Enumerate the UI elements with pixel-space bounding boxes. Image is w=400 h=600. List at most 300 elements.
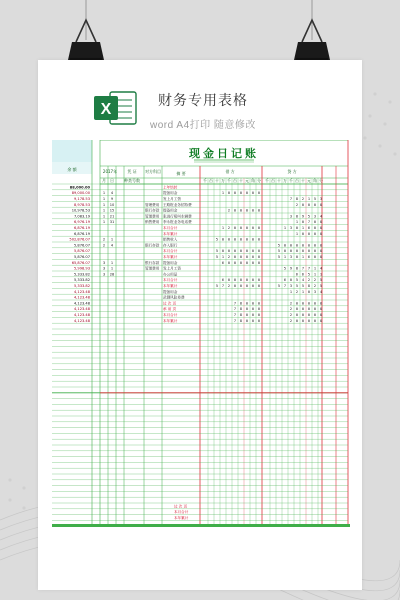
row-summary: 王路报业务招待费 bbox=[163, 202, 192, 207]
row-summary: 提备用金 bbox=[163, 289, 178, 294]
balance-value: 89,000.00 bbox=[71, 191, 90, 196]
row-summary: 上年结转 bbox=[163, 185, 178, 190]
credit-digit: 0 bbox=[319, 231, 323, 236]
debit-digit-unit: 百 bbox=[209, 178, 213, 183]
row-counter-account: 银行存款 bbox=[145, 260, 160, 265]
row-month: 1 bbox=[102, 197, 106, 201]
credit-digit-unit: 元 bbox=[307, 178, 311, 183]
balance-value: 5,333.82 bbox=[73, 284, 90, 288]
credit-digit: 1 bbox=[319, 272, 323, 277]
credit-digit: 5 bbox=[319, 284, 323, 288]
row-day: 1 bbox=[110, 260, 114, 265]
credit-digit: 6 bbox=[307, 226, 311, 230]
row-month: 3 bbox=[102, 272, 106, 277]
debit-digit: 6 bbox=[221, 278, 225, 283]
debit-digit: 0 bbox=[245, 318, 249, 323]
row-summary: 提备用金 bbox=[163, 191, 178, 196]
credit-digit: 0 bbox=[289, 243, 293, 248]
credit-digit: 0 bbox=[313, 301, 317, 306]
credit-digit: 3 bbox=[313, 289, 317, 294]
debit-digit: 0 bbox=[245, 260, 249, 265]
credit-digit: 7 bbox=[307, 266, 311, 271]
row-summary: 存入银行 bbox=[163, 243, 178, 248]
credit-digit: 0 bbox=[307, 307, 311, 312]
debit-digit: 0 bbox=[251, 249, 255, 254]
row-summary: 本月合计 bbox=[163, 313, 178, 317]
voucher-header: 凭 证 bbox=[127, 169, 137, 174]
row-month: 3 bbox=[102, 260, 106, 265]
debit-digit: 7 bbox=[233, 313, 237, 317]
credit-digit: 9 bbox=[301, 214, 305, 219]
debit-digit: 0 bbox=[251, 318, 255, 323]
debit-digit: 5 bbox=[215, 284, 219, 288]
row-summary: 发上月工资 bbox=[163, 197, 181, 201]
debit-digit: 0 bbox=[257, 318, 261, 323]
debit-digit: 2 bbox=[227, 255, 231, 259]
credit-digit: 0 bbox=[289, 278, 293, 283]
debit-digit: 0 bbox=[251, 208, 255, 213]
balance-value: 65,876.07 bbox=[71, 260, 90, 265]
credit-digit-unit: 千 bbox=[265, 178, 269, 183]
footer-summary: 过 次 页 bbox=[174, 504, 188, 509]
row-summary: 过 次 页 bbox=[163, 301, 177, 306]
document-title: 财务专用表格 bbox=[158, 92, 248, 108]
debit-digit: 0 bbox=[227, 249, 231, 254]
debit-digit: 0 bbox=[233, 284, 237, 288]
credit-digit: 5 bbox=[301, 284, 305, 288]
balance-value: 502,876.07 bbox=[69, 237, 90, 242]
balance-value: 5,333.82 bbox=[73, 278, 90, 283]
debit-digit: 0 bbox=[239, 249, 243, 254]
debit-digit-unit: 千 bbox=[203, 178, 207, 183]
debit-digit: 0 bbox=[239, 260, 243, 265]
debit-digit: 0 bbox=[245, 301, 249, 306]
debit-digit: 0 bbox=[257, 284, 261, 288]
credit-digit: 8 bbox=[295, 197, 299, 201]
debit-digit: 0 bbox=[245, 249, 249, 254]
debit-digit: 0 bbox=[239, 237, 243, 242]
credit-digit: 0 bbox=[301, 220, 305, 225]
credit-digit: 0 bbox=[307, 231, 311, 236]
card-header bbox=[38, 60, 362, 138]
credit-digit: 0 bbox=[307, 249, 311, 254]
credit-digit-unit: 十 bbox=[301, 178, 305, 183]
credit-digit: 0 bbox=[319, 301, 323, 306]
balance-value: 6,876.19 bbox=[73, 231, 90, 236]
credit-digit-unit: 百 bbox=[271, 178, 275, 183]
balance-value: 8,978.53 bbox=[73, 202, 90, 207]
balance-value: 5,876.07 bbox=[73, 243, 90, 248]
document-card bbox=[38, 60, 362, 590]
summary-header: 摘 要 bbox=[176, 171, 186, 176]
balance-header: 余 额 bbox=[67, 167, 77, 172]
debit-digit: 0 bbox=[233, 237, 237, 242]
row-counter-account: 管理费用 bbox=[145, 266, 160, 271]
balance-value: 4,123.48 bbox=[73, 307, 90, 312]
row-summary: 本月合计 bbox=[163, 226, 178, 230]
credit-digit: 0 bbox=[319, 243, 323, 248]
credit-digit: 0 bbox=[307, 313, 311, 317]
debit-digit: 0 bbox=[245, 278, 249, 283]
debit-digit: 0 bbox=[251, 191, 255, 196]
excel-letter: X bbox=[100, 101, 112, 118]
credit-digit: 3 bbox=[289, 284, 293, 288]
credit-digit: 8 bbox=[295, 214, 299, 219]
credit-digit: 2 bbox=[295, 202, 299, 207]
credit-digit: 7 bbox=[289, 197, 293, 201]
credit-digit: 2 bbox=[313, 284, 317, 288]
credit-digit: 0 bbox=[313, 255, 317, 259]
row-day: 31 bbox=[109, 220, 115, 225]
debit-digit: 0 bbox=[239, 191, 243, 196]
credit-digit: 0 bbox=[301, 318, 305, 323]
excel-app-icon bbox=[92, 90, 138, 126]
debit-digit: 0 bbox=[239, 226, 243, 230]
debit-digit-unit: 十 bbox=[239, 178, 243, 183]
debit-digit: 0 bbox=[245, 255, 249, 259]
credit-digit: 3 bbox=[319, 197, 323, 201]
row-summary: 提备用金 bbox=[163, 260, 178, 265]
balance-value: 5,876.07 bbox=[73, 249, 90, 254]
debit-digit: 0 bbox=[257, 313, 261, 317]
row-summary: 提备用金 bbox=[163, 208, 178, 213]
credit-digit: 4 bbox=[301, 278, 305, 283]
counter-account-header: 对方科目 bbox=[145, 169, 161, 174]
credit-digit: 0 bbox=[301, 249, 305, 254]
credit-digit-unit: 百 bbox=[295, 178, 299, 183]
debit-digit: 0 bbox=[233, 260, 237, 265]
debit-digit: 0 bbox=[227, 237, 231, 242]
row-summary: 李永报业务电话费 bbox=[163, 220, 192, 225]
credit-digit: 0 bbox=[295, 243, 299, 248]
credit-digit: 1 bbox=[301, 255, 305, 259]
day-label: 日 bbox=[110, 178, 114, 183]
debit-header: 借 方 bbox=[225, 169, 235, 174]
credit-digit-unit: 分 bbox=[319, 178, 323, 183]
debit-digit: 2 bbox=[227, 284, 231, 288]
debit-digit: 0 bbox=[245, 284, 249, 288]
debit-digit: 0 bbox=[251, 307, 255, 312]
credit-digit: 0 bbox=[301, 231, 305, 236]
row-counter-account: 管理费用 bbox=[145, 214, 160, 219]
row-counter-account: 银行存款 bbox=[145, 208, 160, 213]
row-day: 10 bbox=[109, 202, 115, 207]
debit-digit-unit: 角 bbox=[251, 178, 255, 183]
debit-digit: 0 bbox=[245, 191, 249, 196]
debit-digit: 0 bbox=[251, 237, 255, 242]
credit-digit: 0 bbox=[319, 313, 323, 317]
credit-digit-unit: 万 bbox=[283, 178, 287, 183]
credit-digit: 2 bbox=[289, 307, 293, 312]
credit-digit: 9 bbox=[289, 266, 293, 271]
debit-digit: 0 bbox=[227, 278, 231, 283]
debit-digit: 7 bbox=[233, 318, 237, 323]
debit-digit: 8 bbox=[239, 307, 243, 312]
debit-digit: 0 bbox=[233, 255, 237, 259]
balance-value: 88,000.00 bbox=[69, 185, 90, 190]
credit-digit: 5 bbox=[313, 197, 317, 201]
row-day: 1 bbox=[110, 266, 114, 271]
debit-digit: 0 bbox=[257, 301, 261, 306]
balance-value: 5,998.93 bbox=[73, 266, 90, 271]
debit-digit: 6 bbox=[221, 260, 225, 265]
credit-digit: 0 bbox=[307, 202, 311, 207]
debit-digit: 0 bbox=[257, 226, 261, 230]
credit-digit: 5 bbox=[277, 284, 281, 288]
credit-digit: 0 bbox=[313, 249, 317, 254]
credit-digit: 0 bbox=[301, 307, 305, 312]
credit-digit: 0 bbox=[313, 318, 317, 323]
debit-digit: 0 bbox=[257, 260, 261, 265]
credit-digit: 4 bbox=[319, 214, 323, 219]
credit-digit: 0 bbox=[295, 307, 299, 312]
row-summary: 本年累计 bbox=[163, 284, 178, 288]
credit-digit: 0 bbox=[301, 243, 305, 248]
debit-digit: 5 bbox=[215, 249, 219, 254]
credit-digit: 0 bbox=[289, 249, 293, 254]
row-month: 1 bbox=[102, 220, 106, 225]
credit-digit: 0 bbox=[307, 318, 311, 323]
credit-digit: 5 bbox=[319, 278, 323, 283]
credit-digit: 1 bbox=[301, 289, 305, 294]
row-summary: 销售收入 bbox=[163, 237, 178, 242]
balance-value: 9,178.53 bbox=[73, 197, 90, 201]
credit-digit: 0 bbox=[307, 289, 311, 294]
row-day: 28 bbox=[109, 272, 115, 277]
debit-digit: 7 bbox=[233, 307, 237, 312]
credit-digit: 5 bbox=[295, 278, 299, 283]
credit-digit: 2 bbox=[289, 313, 293, 317]
credit-digit: 5 bbox=[307, 214, 311, 219]
credit-digit: 1 bbox=[295, 231, 299, 236]
debit-digit: 0 bbox=[257, 278, 261, 283]
debit-digit: 5 bbox=[215, 255, 219, 259]
credit-digit: 5 bbox=[295, 284, 299, 288]
credit-digit: 8 bbox=[307, 284, 311, 288]
credit-digit: 0 bbox=[307, 243, 311, 248]
credit-digit: 0 bbox=[319, 318, 323, 323]
ledger-sheet bbox=[52, 140, 350, 526]
sheet-footer-bar bbox=[52, 524, 350, 527]
row-month: 1 bbox=[102, 202, 106, 207]
credit-digit: 0 bbox=[319, 249, 323, 254]
debit-digit: 0 bbox=[251, 255, 255, 259]
credit-digit: 0 bbox=[295, 226, 299, 230]
debit-digit: 0 bbox=[233, 191, 237, 196]
debit-digit-unit: 万 bbox=[221, 178, 225, 183]
row-month: 1 bbox=[102, 214, 106, 219]
balance-value: 7,083.19 bbox=[73, 214, 90, 219]
row-month: 1 bbox=[102, 208, 106, 213]
balance-value: 4,123.48 bbox=[73, 301, 90, 306]
ledger-title: 现金日记账 bbox=[189, 147, 259, 160]
debit-digit: 0 bbox=[257, 191, 261, 196]
row-day: 21 bbox=[109, 214, 115, 219]
cash-journal-ledger bbox=[52, 140, 350, 526]
balance-value: 6,876.19 bbox=[73, 226, 90, 230]
debit-digit: 0 bbox=[233, 226, 237, 230]
credit-digit: 0 bbox=[313, 220, 317, 225]
credit-digit: 4 bbox=[319, 289, 323, 294]
credit-digit: 3 bbox=[289, 214, 293, 219]
credit-digit: 0 bbox=[313, 231, 317, 236]
credit-digit: 5 bbox=[277, 255, 281, 259]
row-summary: 承 前 页 bbox=[163, 307, 177, 312]
credit-digit: 0 bbox=[301, 313, 305, 317]
credit-digit-unit: 十 bbox=[277, 178, 281, 183]
credit-digit: 0 bbox=[295, 318, 299, 323]
credit-digit: 7 bbox=[283, 284, 287, 288]
row-day: 9 bbox=[110, 197, 114, 201]
footer-summary: 本月合计 bbox=[174, 510, 189, 515]
credit-digit: 1 bbox=[307, 197, 311, 201]
month-label: 月 bbox=[102, 178, 106, 183]
debit-digit: 0 bbox=[257, 249, 261, 254]
credit-digit: 6 bbox=[301, 272, 305, 277]
debit-digit-unit: 元 bbox=[245, 178, 249, 183]
balance-value: 5,333.82 bbox=[73, 272, 90, 277]
row-summary: 本年累计 bbox=[163, 318, 178, 323]
row-day: 4 bbox=[110, 243, 114, 248]
debit-digit: 0 bbox=[233, 278, 237, 283]
row-month: 2 bbox=[102, 243, 106, 248]
credit-digit: 0 bbox=[319, 307, 323, 312]
row-counter-account: 管理费用 bbox=[145, 202, 160, 207]
credit-digit: 1 bbox=[301, 226, 305, 230]
row-summary: 本月合计 bbox=[163, 278, 178, 283]
debit-digit: 8 bbox=[239, 313, 243, 317]
row-day: 15 bbox=[109, 208, 115, 213]
credit-digit: 0 bbox=[295, 255, 299, 259]
credit-digit-unit: 角 bbox=[313, 178, 317, 183]
debit-digit-unit: 千 bbox=[227, 178, 231, 183]
credit-digit: 3 bbox=[289, 255, 293, 259]
debit-digit: 0 bbox=[251, 284, 255, 288]
credit-digit: 1 bbox=[283, 255, 287, 259]
credit-digit: 1 bbox=[313, 272, 317, 277]
credit-header: 贷 方 bbox=[287, 169, 297, 174]
row-counter-account: 销售费用 bbox=[145, 220, 160, 225]
debit-digit-unit: 十 bbox=[215, 178, 219, 183]
debit-digit: 1 bbox=[221, 191, 225, 196]
row-day: 4 bbox=[110, 191, 114, 196]
debit-digit: 0 bbox=[245, 307, 249, 312]
credit-digit: 0 bbox=[319, 226, 323, 230]
row-month: 2 bbox=[102, 237, 106, 242]
row-summary: 本年累计 bbox=[163, 231, 178, 236]
voucher-type-label: 种类号数 bbox=[124, 178, 140, 183]
credit-digit: 0 bbox=[313, 313, 317, 317]
debit-digit: 0 bbox=[251, 313, 255, 317]
credit-digit: 1 bbox=[289, 289, 293, 294]
debit-digit-unit: 百 bbox=[233, 178, 237, 183]
balance-header-band bbox=[52, 140, 92, 162]
debit-digit: 0 bbox=[233, 208, 237, 213]
debit-digit: 0 bbox=[257, 307, 261, 312]
credit-digit: 8 bbox=[295, 266, 299, 271]
row-month: 1 bbox=[102, 191, 106, 196]
debit-digit: 0 bbox=[239, 255, 243, 259]
balance-value: 6,976.19 bbox=[73, 220, 90, 225]
row-summary: 武钢风险差费 bbox=[163, 295, 185, 300]
credit-digit: 5 bbox=[307, 272, 311, 277]
debit-digit: 1 bbox=[221, 255, 225, 259]
debit-digit: 0 bbox=[251, 301, 255, 306]
debit-digit: 0 bbox=[221, 249, 225, 254]
credit-digit: 7 bbox=[301, 266, 305, 271]
credit-digit: 0 bbox=[313, 307, 317, 312]
debit-digit: 1 bbox=[221, 226, 225, 230]
credit-digit: 0 bbox=[319, 202, 323, 207]
debit-digit: 0 bbox=[227, 260, 231, 265]
year-header: 2017年 bbox=[102, 169, 118, 174]
credit-digit: 0 bbox=[283, 243, 287, 248]
row-day: 1 bbox=[110, 237, 114, 242]
debit-digit: 0 bbox=[245, 208, 249, 213]
debit-digit: 0 bbox=[221, 237, 225, 242]
debit-digit: 8 bbox=[239, 318, 243, 323]
credit-digit: 5 bbox=[283, 266, 287, 271]
credit-digit-unit: 千 bbox=[289, 178, 293, 183]
credit-digit: 3 bbox=[289, 226, 293, 230]
balance-value: 4,123.48 bbox=[73, 289, 90, 294]
credit-digit: 0 bbox=[319, 220, 323, 225]
credit-digit: 6 bbox=[283, 278, 287, 283]
balance-value: 4,123.48 bbox=[73, 318, 90, 323]
debit-digit: 0 bbox=[251, 226, 255, 230]
document-subtitle: word A4打印 随意修改 bbox=[150, 120, 256, 131]
credit-digit: 2 bbox=[295, 289, 299, 294]
debit-digit: 5 bbox=[215, 237, 219, 242]
debit-digit: 0 bbox=[251, 278, 255, 283]
debit-digit: 7 bbox=[233, 301, 237, 306]
debit-digit: 0 bbox=[245, 237, 249, 242]
credit-digit: 0 bbox=[301, 202, 305, 207]
debit-digit: 0 bbox=[251, 260, 255, 265]
row-counter-account: 银行存款 bbox=[145, 243, 160, 248]
debit-digit: 0 bbox=[245, 313, 249, 317]
debit-digit: 0 bbox=[227, 191, 231, 196]
credit-digit: 0 bbox=[295, 249, 299, 254]
credit-digit: 4 bbox=[319, 266, 323, 271]
row-summary: 发上月工资 bbox=[163, 266, 181, 271]
credit-digit: 1 bbox=[295, 220, 299, 225]
credit-digit: 6 bbox=[307, 255, 311, 259]
credit-digit: 1 bbox=[313, 266, 317, 271]
debit-digit: 0 bbox=[257, 237, 261, 242]
row-month: 3 bbox=[102, 266, 106, 271]
debit-digit: 8 bbox=[239, 301, 243, 306]
debit-digit: 0 bbox=[233, 249, 237, 254]
debit-digit: 2 bbox=[227, 208, 231, 213]
credit-digit: 2 bbox=[289, 301, 293, 306]
row-summary: 本年累计 bbox=[163, 255, 178, 259]
credit-digit: 2 bbox=[313, 278, 317, 283]
footer-summary: 本年累计 bbox=[174, 516, 189, 520]
credit-digit: 0 bbox=[313, 226, 317, 230]
debit-digit: 0 bbox=[239, 208, 243, 213]
credit-digit: 0 bbox=[295, 301, 299, 306]
debit-digit: 0 bbox=[239, 278, 243, 283]
balance-value: 4,123.48 bbox=[73, 295, 90, 300]
credit-digit: 5 bbox=[277, 243, 281, 248]
debit-digit: 0 bbox=[239, 284, 243, 288]
debit-digit: 7 bbox=[221, 284, 225, 288]
row-summary: 办公用品 bbox=[163, 272, 178, 277]
balance-value: 4,123.48 bbox=[73, 313, 90, 317]
credit-digit: 0 bbox=[301, 301, 305, 306]
debit-digit: 2 bbox=[227, 226, 231, 230]
